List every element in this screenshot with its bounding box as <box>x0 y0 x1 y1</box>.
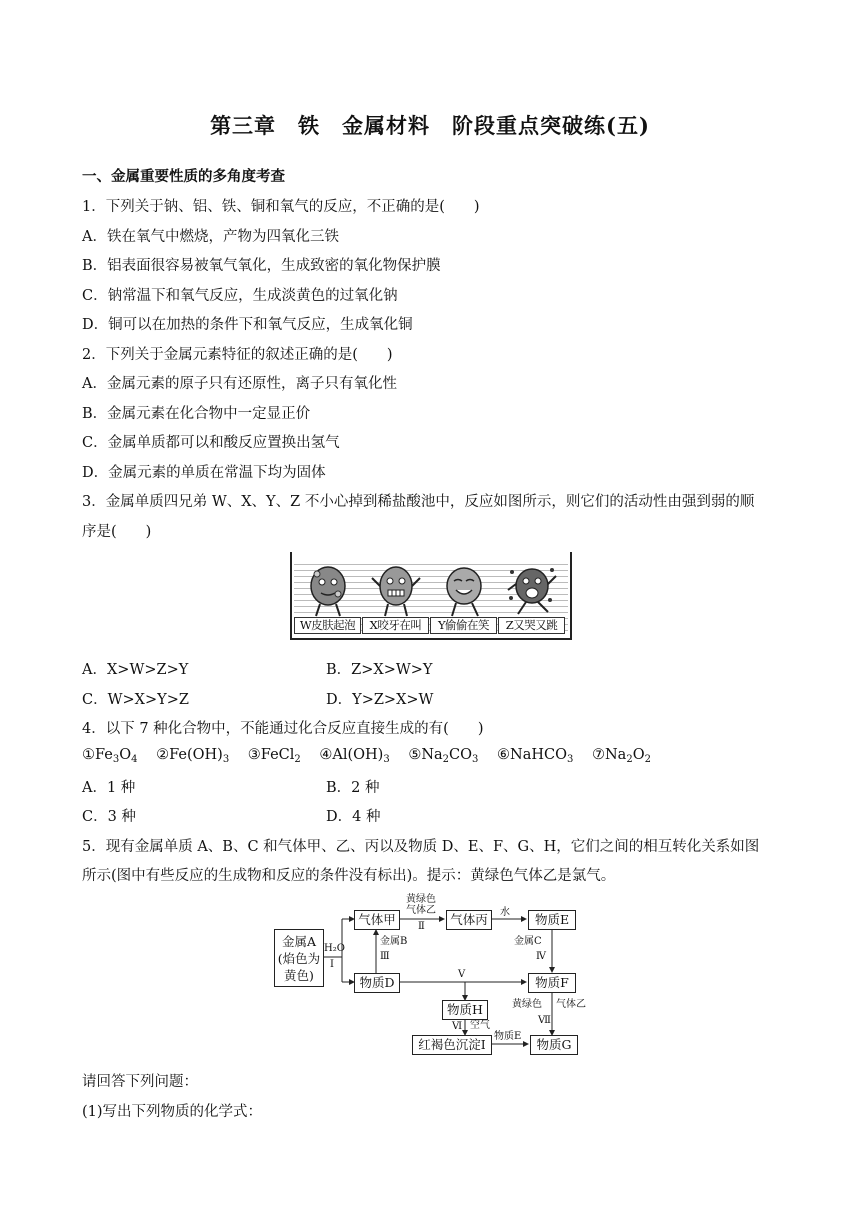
label-reaction-1: Ⅰ <box>330 959 334 970</box>
label-h2o: H₂O <box>324 943 345 954</box>
beaker-figure <box>290 552 570 640</box>
question-4-option-a: A．1 种 <box>82 780 136 796</box>
node-gas-bing: 气体丙 <box>446 910 492 930</box>
label-metal-b: 金属B <box>380 936 408 947</box>
question-3-option-a: A．X>W>Z>Y <box>82 662 189 678</box>
label-reaction-5: Ⅴ <box>458 969 466 980</box>
metal-y-figure <box>430 562 497 634</box>
question-3-option-b: B．Z>X>W>Y <box>326 662 433 678</box>
question-4-stem: 4．以下 7 种化合物中，不能通过化合反应直接生成的有( ) <box>82 721 484 737</box>
question-4-option-c: C．3 种 <box>82 809 136 825</box>
question-3-option-d: D．Y>Z>X>W <box>326 692 434 708</box>
question-2-option-d: D．金属元素的单质在常温下均为固体 <box>82 465 326 481</box>
metal-x-cartoon-icon <box>370 564 422 620</box>
label-air: 空气 <box>470 1020 490 1031</box>
question-3-stem-line1: 3．金属单质四兄弟 W、X、Y、Z 不小心掉到稀盐酸池中，反应如图所示，则它们的活动性由强到弱的顺 <box>82 494 755 510</box>
question-1-option-c: C．钠常温下和氧气反应，生成淡黄色的过氧化钠 <box>82 288 398 304</box>
question-4-option-b: B．2 种 <box>326 780 380 796</box>
label-yellow-green-2: 黄绿色 <box>512 999 542 1010</box>
label-reaction-3: Ⅲ <box>380 951 390 962</box>
label-gas-yi: 气体乙 <box>406 905 436 916</box>
page-title: 第三章 铁 金属材料 阶段重点突破练(五) <box>210 113 650 138</box>
question-5-stem-line1: 5．现有金属单质 A、B、C 和气体甲、乙、丙以及物质 D、E、F、G、H，它们之间的相互转化关系如图 <box>82 839 760 855</box>
question-5-stem-line2: 所示(图中有些反应的生成物和反应的条件没有标出)。提示：黄绿色气体乙是氯气。 <box>82 868 616 884</box>
label-yellow-green: 黄绿色 <box>406 894 436 905</box>
label-reaction-2: Ⅱ <box>418 921 425 932</box>
question-2-option-c: C．金属单质都可以和酸反应置换出氢气 <box>82 435 340 451</box>
compound-7: $⑦Na_2O_2$ <box>591 747 651 765</box>
compound-2: $②Fe(OH)_3$ <box>156 747 230 765</box>
label-water: 水 <box>500 907 510 918</box>
metal-w-cartoon-icon <box>302 564 354 620</box>
section-heading: 一、金属重要性质的多角度考查 <box>82 168 285 185</box>
question-1-stem: 1．下列关于钠、铝、铁、铜和氧气的反应，不正确的是( ) <box>82 199 480 215</box>
metal-z-cartoon-icon <box>506 564 558 620</box>
question-2-option-b: B．金属元素在化合物中一定显正价 <box>82 406 311 422</box>
metal-y-caption: Y偷偷在笑 <box>430 617 497 634</box>
question-1-option-d: D．铜可以在加热的条件下和氧气反应，生成氧化铜 <box>82 317 413 333</box>
question-5-part-1: (1)写出下列物质的化学式： <box>82 1104 263 1120</box>
label-substance-e-arrow: 物质E <box>494 1031 522 1042</box>
compound-1: $①Fe_3O_4$ <box>82 747 138 765</box>
compound-4: $④Al(OH)_3$ <box>319 747 390 765</box>
metal-z-caption: Z又哭又跳 <box>498 617 565 634</box>
label-reaction-7: Ⅶ <box>538 1015 551 1026</box>
question-1-option-b: B．铝表面很容易被氧气氧化，生成致密的氧化物保护膜 <box>82 258 441 274</box>
question-3-stem-line2: 序是( ) <box>82 524 152 540</box>
metal-y-cartoon-icon <box>438 564 490 620</box>
question-4-compound-list <box>82 747 665 765</box>
question-3-option-c: C．W>X>Y>Z <box>82 692 189 708</box>
question-4-option-d: D．4 种 <box>326 809 381 825</box>
metal-z-figure <box>498 562 565 634</box>
question-2-option-a: A．金属元素的原子只有还原性，离子只有氧化性 <box>82 376 397 392</box>
compound-5: $⑤Na_2CO_3$ <box>408 747 479 765</box>
node-substance-d: 物质D <box>354 973 400 993</box>
metal-w-caption: W皮肤起泡 <box>294 617 361 634</box>
node-substance-f: 物质F <box>528 973 576 993</box>
metal-x-figure <box>362 562 429 634</box>
metal-x-caption: X咬牙在叫 <box>362 617 429 634</box>
label-reaction-6: Ⅵ <box>452 1021 463 1032</box>
reaction-flow-diagram <box>272 894 592 1064</box>
question-2-stem: 2．下列关于金属元素特征的叙述正确的是( ) <box>82 347 393 363</box>
compound-3: ③FeCl$_2$ <box>247 747 301 765</box>
question-5-instruction: 请回答下列问题： <box>82 1074 198 1090</box>
label-gas-yi-2: 气体乙 <box>556 999 586 1010</box>
compound-6: ⑥NaHCO$_3$ <box>497 747 574 765</box>
question-1-option-a: A．铁在氧气中燃烧，产物为四氧化三铁 <box>82 229 339 245</box>
node-substance-e: 物质E <box>528 910 576 930</box>
node-substance-h: 物质H <box>442 1000 488 1020</box>
node-red-brown-precipitate-i: 红褐色沉淀I <box>412 1035 492 1055</box>
node-substance-g: 物质G <box>530 1035 578 1055</box>
metal-w-figure <box>294 562 361 634</box>
node-gas-jia: 气体甲 <box>354 910 400 930</box>
label-metal-c: 金属C <box>514 936 542 947</box>
node-metal-a: 金属A (焰色为 黄色) <box>274 929 324 987</box>
label-reaction-4: Ⅳ <box>536 951 546 962</box>
